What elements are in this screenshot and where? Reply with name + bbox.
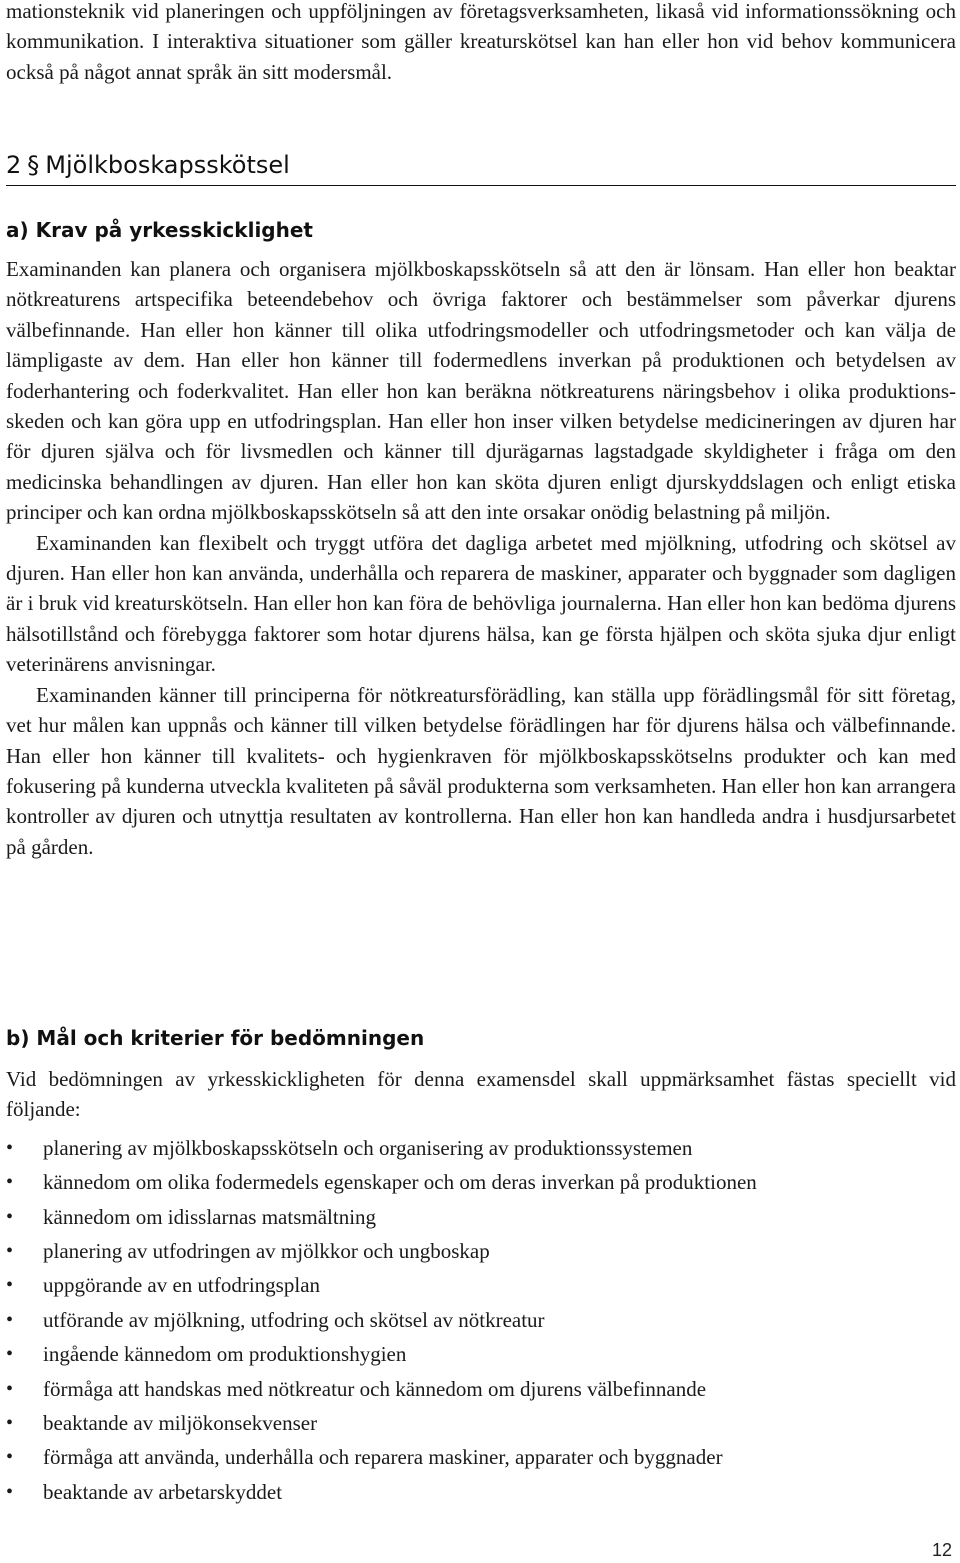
list-item bbox=[6, 1440, 956, 1474]
list-item-text: beaktande av miljökonsekvenser bbox=[43, 1411, 318, 1436]
page-number: 12 bbox=[931, 1540, 952, 1560]
section-heading bbox=[6, 150, 956, 186]
list-item bbox=[6, 1337, 956, 1371]
bullet-icon: • bbox=[6, 1480, 14, 1503]
list-item bbox=[6, 1165, 956, 1199]
bullet-icon: • bbox=[6, 1171, 14, 1194]
list-item bbox=[6, 1406, 956, 1440]
part-a-block bbox=[6, 216, 956, 862]
list-item-text: planering av mjölkboskapsskötseln och organisering av produktionssystemen bbox=[43, 1135, 693, 1160]
list-item bbox=[6, 1234, 956, 1268]
list-item-text: utförande av mjölkning, utfodring och skötsel av nötkreatur bbox=[43, 1307, 545, 1332]
list-item bbox=[6, 1268, 956, 1302]
list-item bbox=[6, 1131, 956, 1165]
bullet-icon: • bbox=[6, 1136, 14, 1159]
criteria-list bbox=[6, 1131, 956, 1509]
list-item bbox=[6, 1303, 956, 1337]
intro-paragraph: mationsteknik vid planeringen och uppföljningen av företagsverksamheten, likaså vid informationssökning och kommunikation. I interaktiva situationer som gäller kreaturskötsel kan han eller hon vid behov kommunicera också på något annat språk än sitt modersmål. bbox=[6, 0, 956, 84]
list-item-text: beaktande av arbetarskyddet bbox=[43, 1479, 283, 1504]
list-item-text: kännedom om idisslarnas matsmältning bbox=[43, 1204, 377, 1229]
list-item-text: kännedom om olika fodermedels egenskaper och om deras inverkan på produktionen bbox=[43, 1170, 757, 1195]
part-a-paragraph-3: Examinanden känner till principerna för nötkreatursförädling, kan ställa upp förädlingsmål för sitt företag, vet hur målen kan uppnås och känner till vilken betydelse förädlingen har för djurens hälsa och välbefinnande. Han eller hon känner till kvalitets- och hygienkraven för mjölkboskapsskötselns produkter och kan med fokusering på kunderna utveckla kvaliteten på såväl produkterna som verksamheten. Han eller hon kan arrangera kontroller av djuren och utnyttja resultaten av kontrollerna. Han eller hon kan handleda andra i husdjursarbetet på gården. bbox=[6, 682, 956, 859]
bullet-icon: • bbox=[6, 1412, 14, 1435]
document-page bbox=[6, 0, 956, 1504]
part-a-paragraph-2: Examinanden kan flexibelt och tryggt utföra det dagliga arbetet med mjölkning, utfodring och skötsel av djuren. Han eller hon kan använda, underhålla och reparera de maskiner, apparater och byggnader som dagligen är i bruk vid kreaturskötseln. Han eller hon kan föra de behövliga journalerna. Han eller hon kan bedöma djurens hälsotillstånd och förebygga faktorer som hotar djurens hälsa, kan ge första hjälpen och sköta sjuka djur enligt veterinärens anvisningar. bbox=[6, 530, 956, 677]
section-number: 2 bbox=[6, 151, 22, 179]
section-sign: § bbox=[27, 151, 40, 179]
bullet-icon: • bbox=[6, 1446, 14, 1469]
bullet-icon: • bbox=[6, 1308, 14, 1331]
bullet-icon: • bbox=[6, 1274, 14, 1297]
list-item bbox=[6, 1200, 956, 1234]
part-b-heading: b) Mål och kriterier för bedömningen bbox=[6, 1026, 425, 1050]
part-a-heading: a) Krav på yrkesskicklighet bbox=[6, 218, 313, 242]
list-item-text: förmåga att använda, underhålla och reparera maskiner, apparater och byggnader bbox=[43, 1445, 723, 1470]
bullet-icon: • bbox=[6, 1240, 14, 1263]
list-item bbox=[6, 1475, 956, 1509]
part-a-paragraph-1: Examinanden kan planera och organisera mjölkboskapsskötseln så att den är lönsam. Han eller hon beaktar nötkreaturens artspecifika beteendebehov och övriga faktorer och bestämmelser som påverkar djurens välbefinnande. Han eller hon känner till olika utfodringsmodeller och utfodringsmetoder och kan välja de lämpligaste av dem. Han eller hon känner till fodermedlens inverkan på produktionen och betydelsen av foderhantering och foderkvalitet. Han eller hon kan beräkna nötkreaturens näringsbehov i olika produktionsskeden och kan göra upp en utfodringsplan. Han eller hon inser vilken betydelse medicineringen av djuren har för djuren själva och för livsmedlen och känner till djurägarnas lagstadgade skyldigheter i fråga om den medicinska behandlingen av djuren. Han eller hon kan sköta djuren enligt djurskyddslagen och enligt etiska principer och kan ordna mjölkboskapsskötseln så att den inte orsakar onödig belastning på miljön. bbox=[6, 257, 956, 525]
list-item-text: uppgörande av en utfodringsplan bbox=[43, 1273, 321, 1298]
list-item-text: ingående kännedom om produktionshygien bbox=[43, 1342, 407, 1367]
bullet-icon: • bbox=[6, 1343, 14, 1366]
part-b-block bbox=[6, 1024, 956, 1509]
list-item-text: planering av utfodringen av mjölkkor och ungboskap bbox=[43, 1239, 490, 1264]
list-item bbox=[6, 1372, 956, 1406]
bullet-icon: • bbox=[6, 1205, 14, 1228]
bullet-icon: • bbox=[6, 1377, 14, 1400]
part-b-intro: Vid bedömningen av yrkesskickligheten för denna examensdel skall uppmärksamhet fästas speciellt vid följande: bbox=[6, 1067, 956, 1122]
list-item-text: förmåga att handskas med nötkreatur och kännedom om djurens välbefinnande bbox=[43, 1376, 707, 1401]
section-title: Mjölkboskapsskötsel bbox=[45, 151, 290, 179]
